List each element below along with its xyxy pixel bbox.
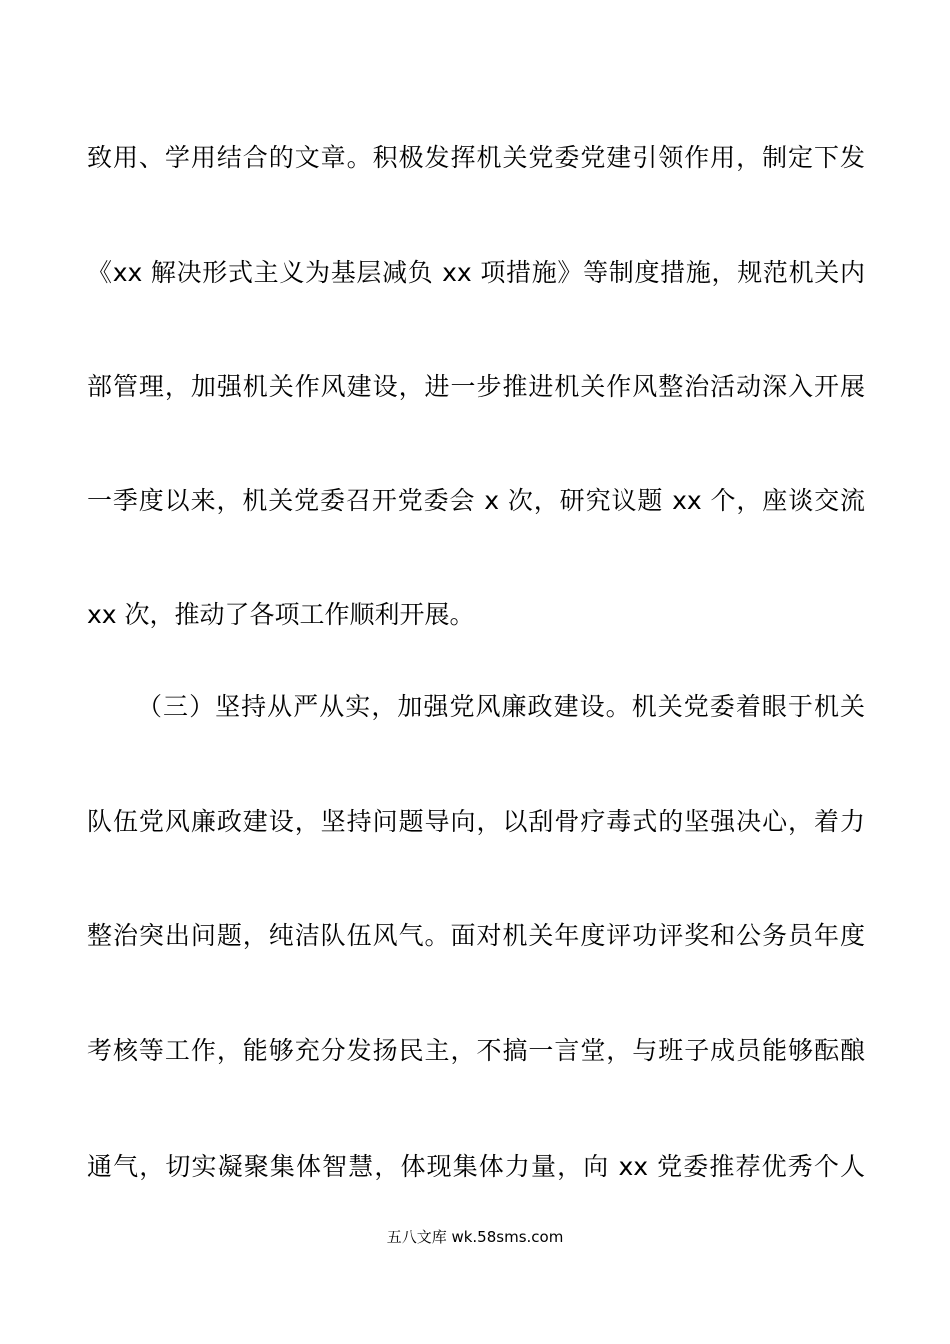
- text-line-8: 整治突出问题，纯洁队伍风气。面对机关年度评功评奖和公务员年度: [87, 921, 865, 950]
- text-line-4: 一季度以来，机关党委召开党委会 x 次，研究议题 xx 个，座谈交流: [87, 486, 865, 515]
- text-line-10: 通气，切实凝聚集体智慧，体现集体力量，向 xx 党委推荐优秀个人: [87, 1152, 865, 1181]
- text-line-1: 致用、学用结合的文章。积极发挥机关党委党建引领作用，制定下发: [87, 143, 865, 172]
- text-line-5: xx 次，推动了各项工作顺利开展。: [87, 600, 475, 629]
- text-line-3: 部管理，加强机关作风建设，进一步推进机关作风整治活动深入开展: [87, 372, 865, 401]
- text-line-9: 考核等工作，能够充分发扬民主，不搞一言堂，与班子成员能够酝酿: [87, 1036, 865, 1065]
- footer-watermark: 五八文库 wk.58sms.com: [386, 1228, 564, 1246]
- text-line-7: 队伍党风廉政建设，坚持问题导向，以刮骨疗毒式的坚强决心，着力: [87, 807, 865, 836]
- section-heading-line: （三）坚持从严从实，加强党风廉政建设。机关党委着眼于机关: [137, 692, 865, 721]
- text-line-2: 《xx 解决形式主义为基层减负 xx 项措施》等制度措施，规范机关内: [87, 258, 865, 287]
